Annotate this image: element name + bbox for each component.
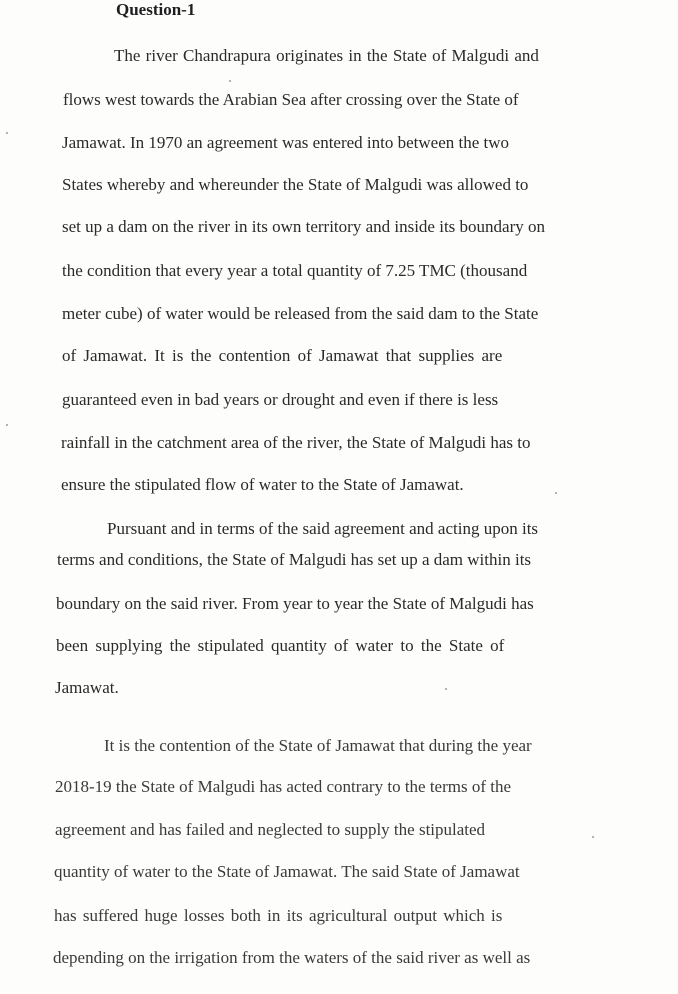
scan-speck [555, 492, 557, 494]
scan-speck [445, 688, 447, 690]
paragraph-line: agreement and has failed and neglected to supply the stipulated [55, 820, 486, 839]
paragraph-line: rainfall in the catchment area of the river, the State of Malgudi has to [61, 433, 531, 452]
paragraph-line: flows west towards the Arabian Sea after crossing over the State of [63, 90, 519, 109]
paragraph-line: depending on the irrigation from the waters of the said river as well as [53, 948, 531, 967]
paragraph-line: quantity of water to the State of Jamawat. The said State of Jamawat [54, 862, 520, 881]
paragraph-line: It is the contention of the State of Jamawat that during the year [104, 736, 532, 755]
question-heading: Question-1 [116, 0, 196, 19]
paragraph-line: Jamawat. [55, 678, 119, 697]
paragraph-line: Pursuant and in terms of the said agreement and acting upon its [107, 519, 539, 538]
paragraph-line: has suffered huge losses both in its agricultural output which is [54, 906, 503, 925]
paragraph-line: set up a dam on the river in its own territory and inside its boundary on [62, 217, 545, 236]
scan-speck [6, 132, 8, 134]
paragraph-line: boundary on the said river. From year to year the State of Malgudi has [56, 594, 534, 613]
scan-speck [592, 836, 594, 838]
paragraph-line: The river Chandrapura originates in the State of Malgudi and [114, 46, 539, 65]
paragraph-line: been supplying the stipulated quantity of water to the State of [56, 636, 505, 655]
paragraph-line: the condition that every year a total quantity of 7.25 TMC (thousand [62, 261, 528, 280]
scan-speck [6, 424, 8, 426]
paragraph-line: of Jamawat. It is the contention of Jamawat that supplies are [62, 346, 503, 365]
paragraph-line: ensure the stipulated flow of water to the State of Jamawat. [61, 475, 464, 494]
paragraph-line: 2018-19 the State of Malgudi has acted contrary to the terms of the [55, 777, 512, 796]
paragraph-line: States whereby and whereunder the State of Malgudi was allowed to [62, 175, 529, 194]
scan-speck [229, 80, 231, 82]
paragraph-line: meter cube) of water would be released from the said dam to the State [62, 304, 539, 323]
paragraph-line: Jamawat. In 1970 an agreement was entered into between the two [62, 133, 510, 152]
paragraph-line: terms and conditions, the State of Malgudi has set up a dam within its [57, 550, 532, 569]
paragraph-line: guaranteed even in bad years or drought and even if there is less [62, 390, 499, 409]
